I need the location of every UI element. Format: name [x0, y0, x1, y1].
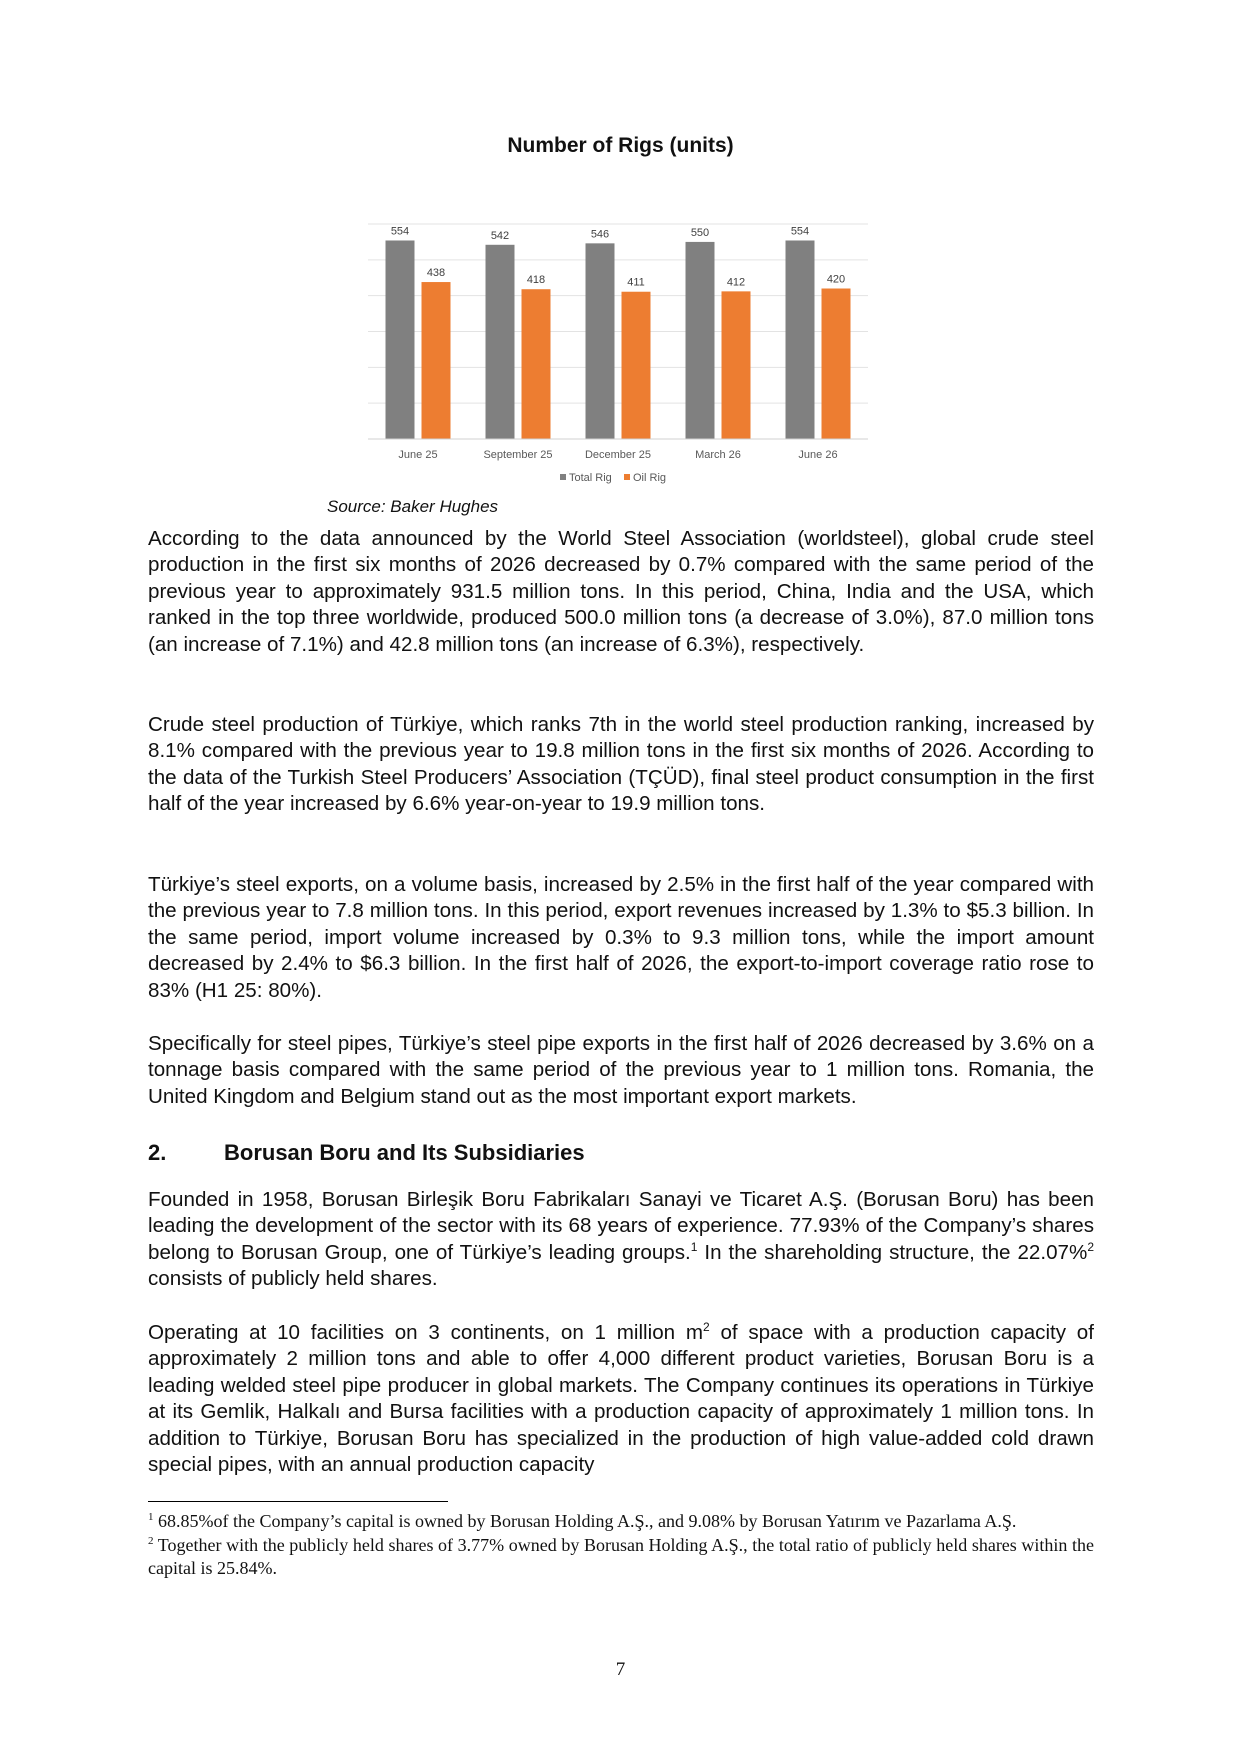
oil-rig-bar — [822, 289, 851, 440]
oil-rig-bar — [722, 291, 751, 439]
oil-rig-data-label: 418 — [526, 274, 546, 287]
text-run: of space with a production capacity of approximately 2 million tons and able to offer 4,000 different product varieties, Borusan Boru is a leading welded steel pipe producer in global markets. The Company continues its operations in Türkiye at its Gemlik, Halkalı and Bursa facilities with a production capacity of approximately 1 million tons. In addition to Türkiye, Borusan Boru has specialized in the production of high value-added cold drawn special pipes, with an annual production capacity — [148, 1321, 1094, 1477]
footnotes — [148, 1510, 1094, 1581]
footnote-marker: 1 — [148, 1511, 154, 1523]
paragraph-text: Crude steel production of Türkiye, which ranks 7th in the world steel production ranking, increased by 8.1% compared with the previous year to 19.8 million tons in the first six months of 2026. According to the data of the Turkish Steel Producers’ Association (TÇÜD), final steel product consumption in the first half of the year increased by 6.6% year-on-year to 19.9 million tons. — [148, 713, 1094, 816]
total-rig-data-label: 554 — [390, 225, 410, 238]
total-rig-data-label: 550 — [690, 226, 710, 239]
x-tick-label: June 26 — [798, 449, 838, 461]
text-run: Founded in 1958, Borusan Birleşik Boru Fabrikaları Sanayi ve Ticaret A.Ş. (Borusan Boru) has been leading the development of the sector with its 68 years of experience. 77.93% of the Company’s shares belong to Borusan Group, one of Türkiye’s leading groups. — [148, 1188, 1094, 1264]
chart-title: Number of Rigs (units) — [507, 134, 734, 157]
total-rig-bar — [786, 240, 815, 439]
oil-rig-data-label: 420 — [826, 273, 846, 286]
total-rig-bar — [386, 240, 415, 439]
total-rig-data-label: 554 — [790, 225, 810, 238]
chart-source: Source: Baker Hughes — [327, 497, 499, 516]
total-rig-bar — [486, 245, 515, 439]
paragraph-4 — [148, 1031, 1094, 1110]
total-rig-data-label: 542 — [490, 229, 510, 242]
superscript: 2 — [703, 1320, 710, 1335]
page-number: 7 — [615, 1659, 626, 1680]
paragraph-text: According to the data announced by the World Steel Association (worldsteel), global crude steel production in the first six months of 2026 decreased by 0.7% compared with the same period of the previous year to approximately 931.5 million tons. In this period, China, India and the USA, which ranked in the top three worldwide, produced 500.0 million tons (a decrease of 3.0%), 87.0 million tons (an increase of 7.1%) and 42.8 million tons (an increase of 6.3%), respectively. — [148, 527, 1094, 656]
legend-label: Total Rig — [569, 472, 612, 484]
paragraph-text — [148, 1187, 1094, 1293]
footnote-marker: 2 — [148, 1534, 154, 1547]
footnote-1 — [148, 1510, 1094, 1534]
rigs-bar-chart — [360, 218, 880, 488]
footnote-text: Together with the publicly held shares of 3.77% owned by Borusan Holding A.Ş., the total ratio of publicly held shares within the capital is 25.84%. — [148, 1534, 1094, 1578]
paragraph-1 — [148, 526, 1094, 658]
x-tick-label: September 25 — [483, 449, 553, 461]
section-number: 2. — [148, 1140, 167, 1165]
legend-swatch — [624, 474, 630, 480]
text-run: consists of publicly held shares. — [148, 1267, 438, 1291]
footnote-2 — [148, 1534, 1094, 1581]
total-rig-bar — [686, 242, 715, 439]
section-heading — [148, 1140, 585, 1166]
paragraph-3 — [148, 872, 1094, 1004]
x-tick-label: June 25 — [398, 449, 438, 461]
total-rig-bar — [586, 243, 615, 439]
paragraph-2 — [148, 712, 1094, 818]
legend-label: Oil Rig — [633, 472, 667, 484]
text-run: In the shareholding structure, the 22.07% — [697, 1240, 1088, 1264]
paragraph-text: Türkiye’s steel exports, on a volume basis, increased by 2.5% in the first half of the year compared with the previous year to 7.8 million tons. In this period, export revenues increased by 1.3% to $5.3 billion. In the same period, import volume increased by 0.3% to 9.3 million tons, while the import amount decreased by 2.4% to $6.3 billion. In the first half of 2026, the export-to-import coverage ratio rose to 83% (H1 25: 80%). — [148, 873, 1094, 1002]
oil-rig-data-label: 438 — [426, 267, 446, 280]
legend-swatch — [560, 474, 566, 480]
section-title: Borusan Boru and Its Subsidiaries — [224, 1140, 585, 1165]
footnote-text: 68.85%of the Company’s capital is owned by Borusan Holding A.Ş., and 9.08% by Borusan Yatırım ve Pazarlama A.Ş. — [153, 1511, 1017, 1531]
x-tick-label: March 26 — [695, 449, 741, 461]
footnote-ref-1: 1 — [690, 1239, 698, 1254]
oil-rig-bar — [622, 292, 651, 439]
oil-rig-data-label: 412 — [726, 276, 746, 289]
footnote-divider — [148, 1501, 448, 1502]
oil-rig-data-label: 411 — [627, 276, 645, 289]
paragraph-text: Specifically for steel pipes, Türkiye’s steel pipe exports in the first half of 2026 decreased by 3.6% on a tonnage basis compared with the same period of the previous year to 1 million tons. Romania, the United Kingdom and Belgium stand out as the most important export markets. — [148, 1032, 1094, 1108]
total-rig-data-label: 546 — [590, 228, 610, 241]
x-tick-label: December 25 — [584, 449, 652, 461]
footnote-ref-2: 2 — [1087, 1239, 1095, 1254]
paragraph-text — [148, 1320, 1094, 1478]
text-run: Operating at 10 facilities on 3 continents, on 1 million m — [148, 1321, 704, 1344]
oil-rig-bar — [522, 289, 551, 439]
oil-rig-bar — [422, 282, 451, 439]
paragraph-6 — [148, 1320, 1094, 1478]
paragraph-5 — [148, 1187, 1094, 1293]
